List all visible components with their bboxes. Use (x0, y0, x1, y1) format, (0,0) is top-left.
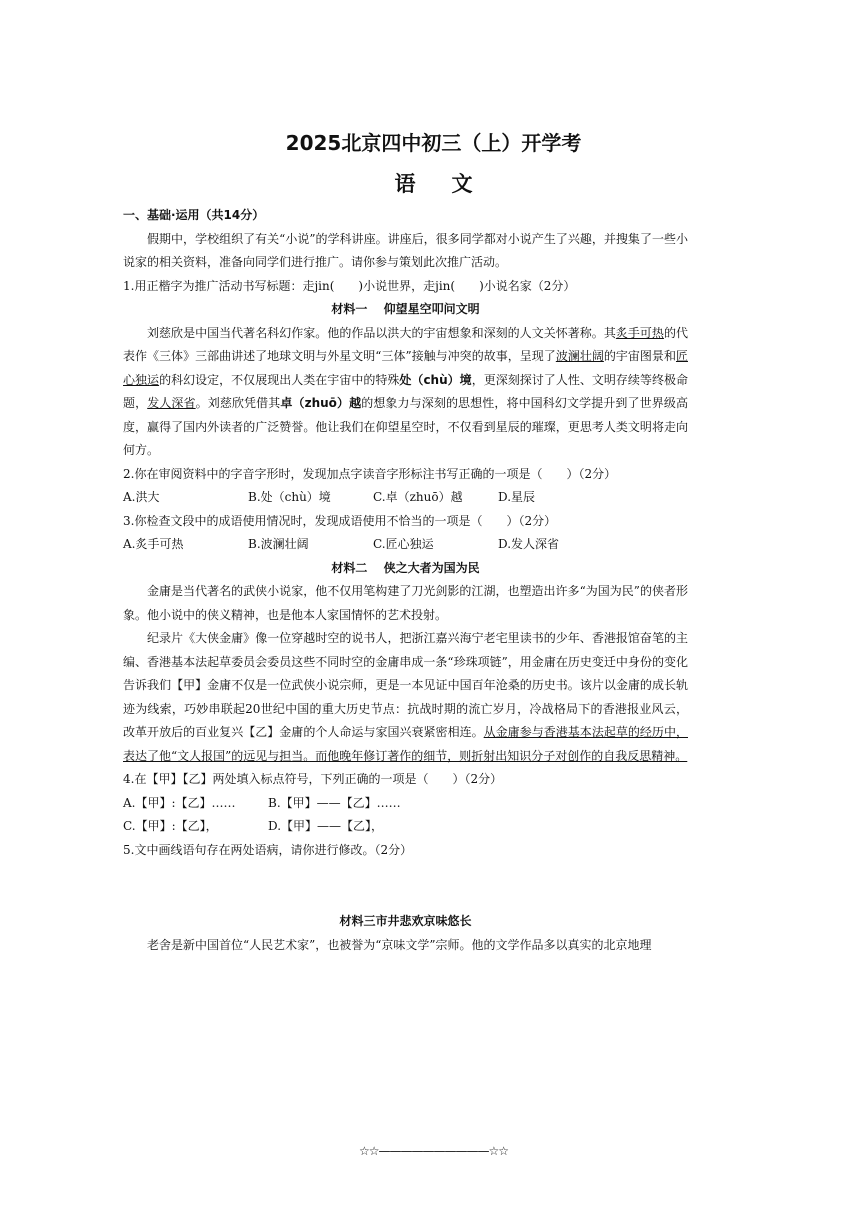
material-1-heading: 材料一 仰望星空叩问文明 (331, 302, 480, 316)
text-run: 的宇宙图景和 (603, 349, 676, 363)
text-run: 。刘慈欣凭借其 (195, 396, 281, 410)
option-b: B.处（chù）境 (248, 490, 331, 504)
exam-title: 2025北京四中初三（上）开学考 (285, 131, 582, 155)
underlined-idiom: 匠心独运 (123, 349, 688, 387)
material-1-paragraph (123, 322, 688, 463)
option-c: C.卓（zhuō）越 (373, 490, 463, 504)
question-3: 3.你检查文段中的成语使用情况时，发现成语使用不恰当的一项是（ ）（2分） (123, 513, 557, 528)
option-d: D.发人深省 (498, 537, 560, 551)
material-2-paragraph-1: 金庸是当代著名的武侠小说家，他不仅用笔构建了刀光剑影的江湖，也塑造出许多“为国为民”的侠者形象。他小说中的侠义精神，也是他本人家国情怀的艺术投射。 (123, 584, 688, 622)
text-run: 的想象力与深刻的思想性，将中国科幻文学提升到了世界级高度，赢得了国内外读者的广泛赞誉。他让我们在仰望星空时，不仅看到星辰的璀璨，更思考人类文明将走向何方。 (123, 396, 688, 457)
option-a: A.炙手可热 (123, 537, 184, 551)
material-3-paragraph: 老舍是新中国首位“人民艺术家”，也被誉为“京味文学”宗师。他的文学作品多以真实的北京地理 (147, 937, 652, 952)
question-4-options-row-1 (123, 792, 688, 816)
material-2-heading: 材料二 侠之大者为国为民 (331, 560, 480, 575)
question-1: 1.用正楷字为推广活动书写标题：走jin( )小说世界，走jin( )小说名家（2分） (123, 278, 576, 293)
subject-title: 语文 (394, 172, 509, 196)
option-b: B.波澜壮阔 (248, 537, 309, 551)
option-c: C.匠心独运 (373, 537, 434, 551)
text-run: 的科幻设定，不仅展现出人类在宇宙中的特殊 (159, 372, 400, 387)
section-intro: 假期中，学校组织了有关“小说”的学科讲座。讲座后，很多同学都对小说产生了兴趣，并搜集了一些小说家的相关资料，准备向同学们进行推广。请你参与策划此次推广活动。 (123, 231, 688, 269)
material-3-heading: 材料三市井悲欢京味悠长 (339, 914, 472, 928)
section-basics (123, 204, 688, 862)
material-3 (123, 910, 688, 957)
underlined-idiom: 炙手可热 (615, 325, 664, 340)
underlined-sentence: 从金庸参与香港基本法起草的经历中，表达了他“文人报国”的远见与担当。而他晚年修订著作的细节，则折射出知识分子对创作的自我反思精神。 (123, 725, 688, 763)
question-4-options-row-2 (123, 815, 688, 839)
underlined-idiom: 发人深省 (147, 396, 196, 410)
text-run: 的代表作《三体》三部曲讲述了地球文明与外星文明“三体”接触与冲突的故事，呈现了 (123, 325, 688, 363)
question-5: 5.文中画线语句存在两处语病，请你进行修改。（2分） (123, 842, 413, 857)
option-a: A.洪大 (123, 490, 160, 504)
question-3-options (123, 533, 688, 557)
text-run: ，更深刻探讨了人性、文明存续等终极命题， (123, 372, 688, 410)
text-run: 纪录片《大侠金庸》像一位穿越时空的说书人，把浙江嘉兴海宁老宅里读书的少年、香港报馆奋笔的主编、香港基本法起草委员会委员这些不同时空的金庸串成一条“珍珠项链”，用金庸在历史变迁中身份的变化告诉我们【甲】金庸不仅是一位武侠小说宗师，更是一本见证中国百年沧桑的历史书。该片以金庸的成长轨迹为线索，巧妙串联起20世纪中国的重大历史节点：抗战时期的流亡岁月，冷战格局下的香港报业风云，改革开放后的百业复兴【乙】金庸的个人命运与家国兴衰紧密相连。 (123, 631, 688, 739)
option-c: C.【甲】:【乙】， (123, 819, 218, 833)
underlined-idiom: 波澜壮阔 (555, 349, 604, 363)
bold-term: 处（chù）境 (399, 372, 472, 387)
option-d: D.【甲】——【乙】， (268, 819, 384, 833)
section-heading: 一、基础·运用（共14分） (123, 208, 265, 222)
question-2-options (123, 486, 688, 510)
text-run: 刘慈欣是中国当代著名科幻作家。他的作品以洪大的宇宙想象和深刻的人文关怀著称。其 (147, 325, 616, 340)
material-2-paragraph-2 (123, 627, 688, 768)
bold-term: 卓（zhuō）越 (280, 396, 362, 410)
option-b: B.【甲】——【乙】…… (268, 795, 401, 810)
option-d: D.星辰 (498, 490, 536, 504)
footer-decoration: ☆☆——————————☆☆ (358, 1144, 509, 1158)
question-4: 4.在【甲】【乙】两处填入标点符号，下列正确的一项是（ ）（2分） (123, 772, 503, 786)
option-a: A.【甲】:【乙】…… (123, 795, 236, 810)
question-2: 2.你在审阅资料中的字音字形时，发现加点字读音字形标注书写正确的一项是（ ）（2分） (123, 466, 617, 481)
